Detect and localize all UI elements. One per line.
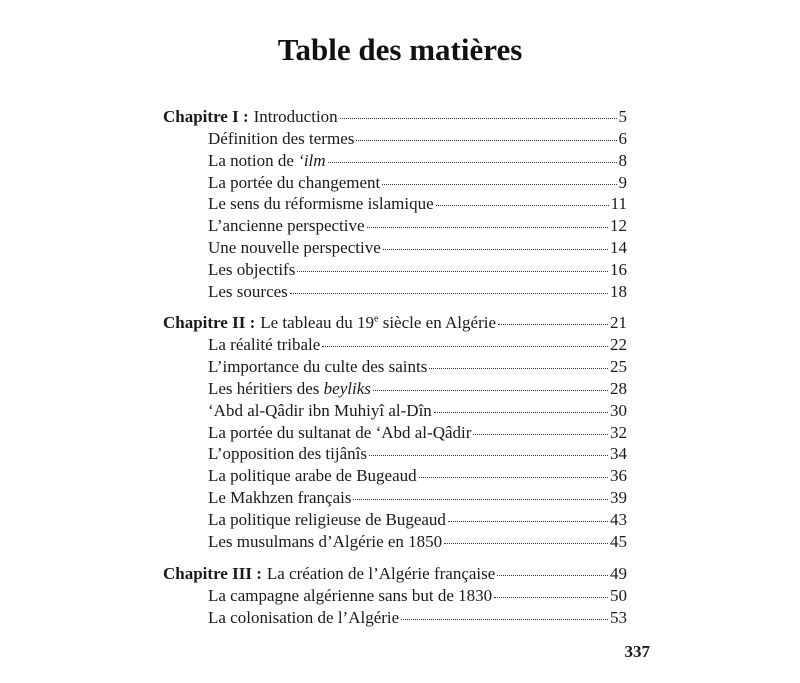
toc-entry[interactable] [208,585,627,607]
dot-leader [322,345,608,347]
dot-leader [290,292,608,294]
dot-leader [497,574,608,576]
entry-title: La portée du sultanat de ‘Abd al-Qâdir [208,422,472,442]
dot-leader [383,248,608,250]
entry-title: La portée du changement [208,172,381,192]
entry-title: L’opposition des tijânîs [208,444,367,464]
toc-entry[interactable] [208,259,627,281]
chapter-label: Chapitre III : [163,564,262,584]
page-number: 25 [610,357,627,377]
chapter-title: Le tableau du 19e siècle en Algérie [260,313,496,333]
page-number: 50 [610,586,627,606]
entry-title: Les objectifs [208,259,296,279]
dot-leader [328,161,617,163]
page-number: 12 [610,216,627,236]
toc-entry[interactable] [208,531,627,553]
entry-title-italic: beyliks [323,378,371,398]
entry-title: ‘Abd al-Qâdir ibn Muhiyî al-Dîn [208,400,432,420]
page-number: 16 [610,259,627,279]
chapter-label: Chapitre I : [163,107,249,126]
entry-title: La campagne algérienne sans but de 1830 [208,586,493,606]
page-number: 9 [618,172,627,192]
toc-entry[interactable] [208,356,627,378]
toc-entry[interactable] [208,422,627,444]
entry-title: Le sens du réformisme islamique [208,194,434,214]
entry-title: L’ancienne perspective [208,216,365,236]
entry-title: La réalité tribale [208,335,321,355]
dot-leader [419,476,608,478]
folio-page-number: 337 [624,642,650,661]
chapter-label: Chapitre II : [163,313,256,333]
page-number: 6 [618,129,627,148]
dot-leader [436,204,609,206]
entry-title: Une nouvelle perspective [208,237,381,257]
toc-entry[interactable] [208,607,627,629]
dot-leader [401,618,608,620]
page-title: Table des matières [277,32,523,67]
page-number: 18 [610,281,627,301]
dot-leader [382,183,616,185]
superscript: e [374,313,379,325]
entry-title: Les musulmans d’Algérie en 1850 [208,531,443,551]
entry-title: La politique arabe de Bugeaud [208,466,417,486]
dot-leader [434,411,608,413]
page-number: 8 [618,150,627,170]
dot-leader [444,542,608,544]
toc-entry[interactable] [208,172,627,194]
entry-title: Le Makhzen français [208,487,352,507]
toc-entry[interactable] [208,443,627,465]
toc-entry[interactable] [208,215,627,237]
toc-entry[interactable] [208,465,627,487]
toc-entry[interactable] [208,378,627,400]
dot-leader [473,433,608,435]
page-number: 21 [610,313,627,333]
entry-title-italic: ‘ilm [298,150,326,170]
entry-title: La politique religieuse de Bugeaud [208,509,446,529]
page-number: 49 [610,564,627,584]
dot-leader [356,139,616,141]
dot-leader [498,323,608,325]
chapter-heading[interactable] [163,563,627,585]
dot-leader [297,270,608,272]
page-number: 5 [618,107,627,126]
dot-leader [429,367,608,369]
entry-title: Définition des termes [208,129,355,148]
toc-entry[interactable] [208,334,627,356]
toc-entry[interactable] [208,128,627,150]
page-number: 14 [610,237,627,257]
toc-entry[interactable] [208,509,627,531]
page-number: 28 [610,378,627,398]
chapter-title: La création de l’Algérie française [266,564,496,584]
chapter-heading[interactable] [163,312,627,334]
page-number: 39 [610,487,627,507]
entry-title: Les sources [208,281,288,301]
toc-entry[interactable] [208,150,627,172]
entry-title: L’importance du culte des saints [208,357,428,377]
page-number: 11 [610,194,627,214]
page-number: 34 [610,444,627,464]
page-number: 36 [610,466,627,486]
chapter-heading[interactable] [163,106,627,128]
toc-entry[interactable] [208,400,627,422]
dot-leader [494,596,608,598]
table-of-contents [163,106,627,629]
toc-entry[interactable] [208,281,627,303]
dot-leader [340,117,617,119]
page-number: 30 [610,400,627,420]
page-number: 45 [610,531,627,551]
toc-entry[interactable] [208,193,627,215]
toc-entry[interactable] [208,487,627,509]
page-number: 43 [610,509,627,529]
entry-title: Les héritiers des beyliks [208,378,371,398]
dot-leader [369,454,608,456]
dot-leader [367,226,608,228]
chapter-title: Introduction [253,107,338,126]
page-number: 22 [610,335,627,355]
dot-leader [373,389,608,391]
dot-leader [448,520,608,522]
dot-leader [353,498,608,500]
entry-title: La colonisation de l’Algérie [208,608,400,628]
page-number: 53 [610,608,627,628]
toc-entry[interactable] [208,237,627,259]
page-number: 32 [610,422,627,442]
entry-title: La notion de ‘ilm [208,150,326,170]
